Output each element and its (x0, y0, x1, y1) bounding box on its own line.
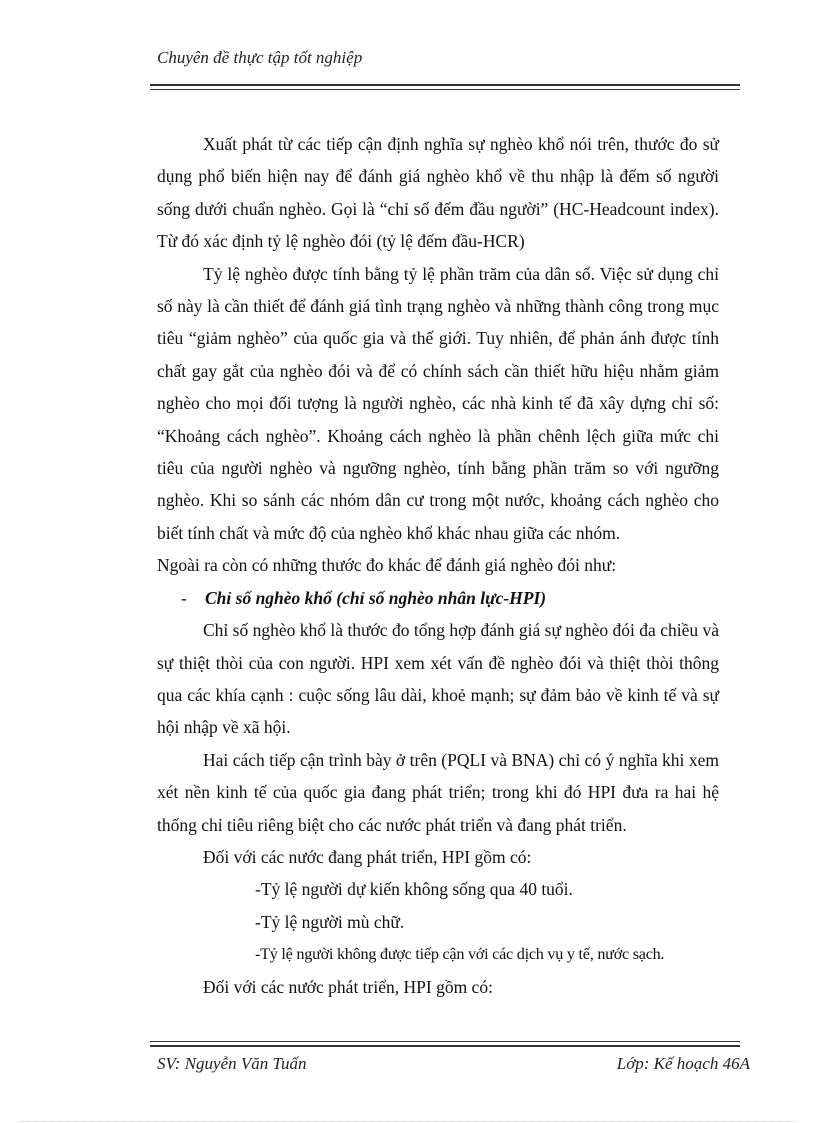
footer-class: Lớp: Kế hoạch 46A (616, 1054, 750, 1073)
paragraph-headcount: Xuất phát từ các tiếp cận định nghĩa sự nghèo khổ nói trên, thước đo sử dụng phổ biến hiện nay để đánh giá nghèo khổ về thu nhập là đếm số người sống dưới chuẩn nghèo. Gọi là “chỉ số đếm đầu người” (HC-Headcount index). Từ đó xác định tỷ lệ nghèo đói (tỷ lệ đếm đầu-HCR) (157, 134, 719, 252)
developing-item-life: -Tỷ lệ người dự kiến không sống qua 40 tuổi. (255, 879, 573, 900)
paragraph-approaches: Hai cách tiếp cận trình bày ở trên (PQLI và BNA) chỉ có ý nghĩa khi xem xét nền kinh tế của quốc gia đang phát triển; trong khi đó HPI đưa ra hai hệ thống chỉ tiêu riêng biệt cho các nước phát triển và đang phát triển. (157, 749, 719, 835)
developing-intro: Đối với các nước đang phát triển, HPI gồm có: (203, 846, 532, 867)
paragraph-hpi-definition: Chỉ số nghèo khổ là thước đo tổng hợp đánh giá sự nghèo đói đa chiều và sự thiệt thòi của con người. HPI xem xét vấn đề nghèo đói và thiệt thòi thông qua các khía cạnh : cuộc sống lâu dài, khoẻ mạnh; sự đảm bảo về kinh tế và sự hội nhập về xã hội. (157, 620, 719, 738)
bullet-marker: - (181, 587, 187, 608)
page-bottom-border (20, 1121, 796, 1122)
footer-divider (150, 1041, 740, 1047)
header-divider (150, 84, 740, 90)
footer-student: SV: Nguyễn Văn Tuấn (157, 1054, 307, 1073)
paragraph-other-measures: Ngoài ra còn có những thước đo khác để đánh giá nghèo đói như: (157, 555, 617, 576)
header-title: Chuyên đề thực tập tốt nghiệp (157, 48, 363, 67)
developing-item-services: -Tỷ lệ người không được tiếp cận với các dịch vụ y tế, nước sạch. (255, 945, 665, 964)
bullet-hpi (157, 582, 719, 614)
developing-item-literacy: -Tỷ lệ người mù chữ. (255, 911, 405, 932)
paragraph-poverty-rate: Tỷ lệ nghèo được tính bằng tỷ lệ phần trăm của dân số. Việc sử dụng chỉ số này là cần thiết để đánh giá tình trạng nghèo và những thành công trong mục tiêu “giảm nghèo” của quốc gia và thế giới. Tuy nhiên, để phản ánh được tính chất gay gắt của nghèo đói và để có chính sách cần thiết hữu hiệu nhằm giảm nghèo cho mọi đối tượng là người nghèo, các nhà kinh tế đã xây dựng chỉ số: “Khoảng cách nghèo”. Khoảng cách nghèo là phần chênh lệch giữa mức chi tiêu của người nghèo và ngưỡng nghèo, tính bằng phần trăm so với ngưỡng nghèo. Khi so sánh các nhóm dân cư trong một nước, khoảng cách nghèo cho biết tính chất và mức độ của nghèo khổ khác nhau giữa các nhóm. (157, 263, 719, 543)
document-body (157, 128, 719, 1003)
developed-intro: Đối với các nước phát triển, HPI gồm có: (203, 976, 493, 997)
footer (157, 1054, 750, 1074)
bullet-heading: Chỉ số nghèo khổ (chỉ số nghèo nhân lực-HPI) (205, 587, 547, 608)
